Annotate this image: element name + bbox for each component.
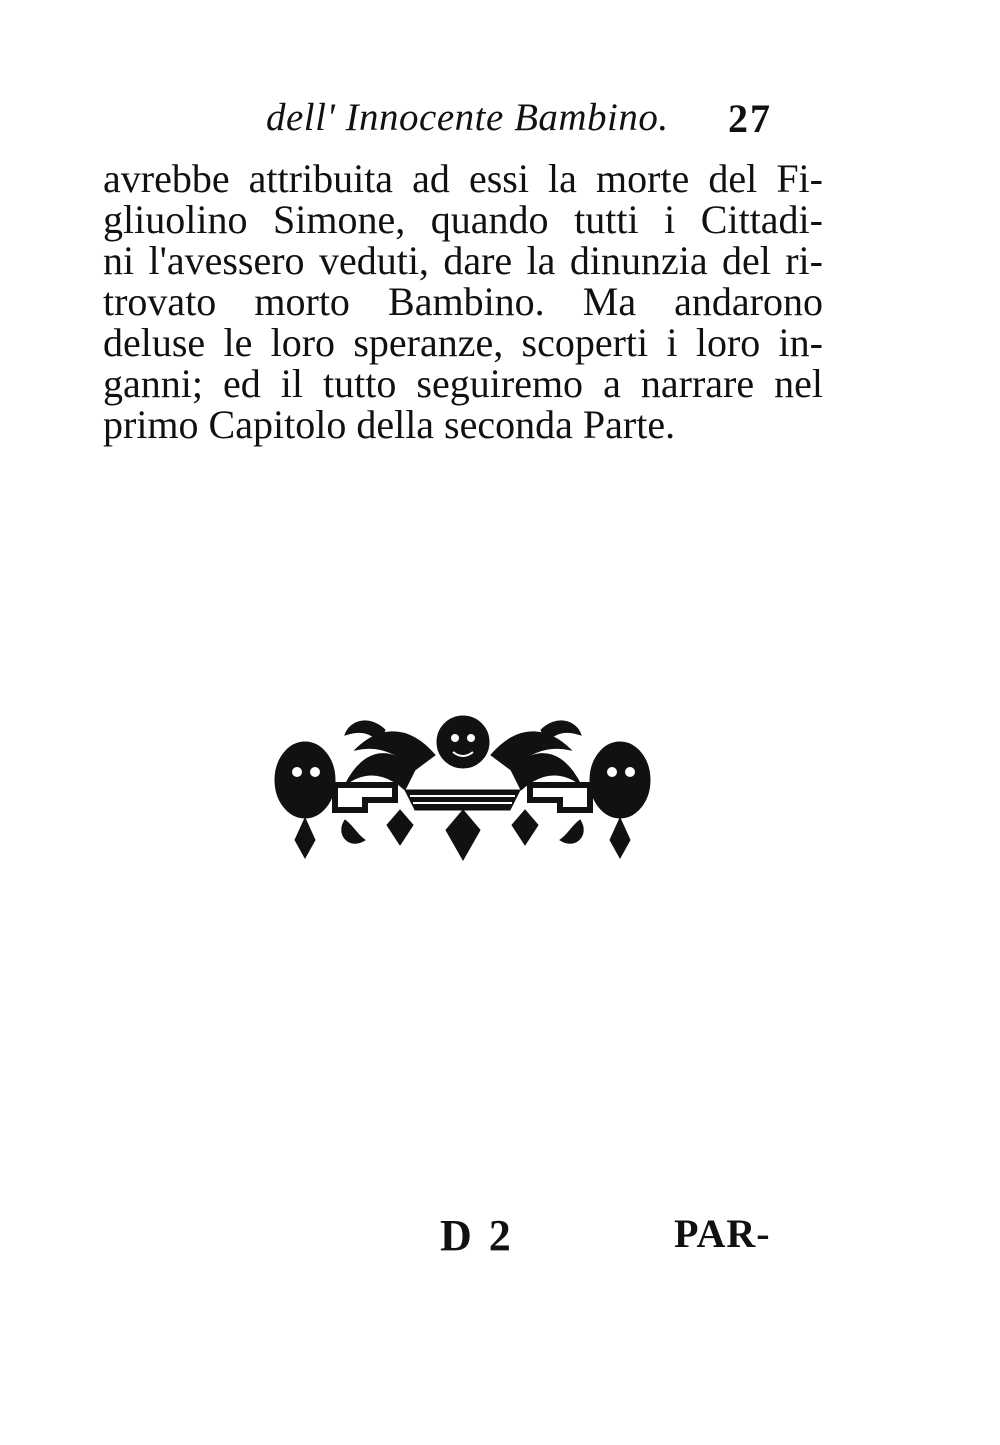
floral-tailpiece-ornament-icon <box>265 700 660 865</box>
text-line: deluse le loro speranze, scoperti i loro in- <box>103 320 823 365</box>
text-line: avrebbe attribuita ad essi la morte del Fi- <box>103 156 823 201</box>
catchword: PAR- <box>674 1211 771 1256</box>
page-header <box>0 95 1000 155</box>
signature-mark: D 2 <box>440 1211 514 1260</box>
text-line: ganni; ed il tutto seguiremo a narrare nel <box>103 361 823 406</box>
page-footer <box>0 1210 1000 1280</box>
text-line: ni l'avessero veduti, dare la dinunzia del ri- <box>103 238 823 283</box>
body-paragraph <box>103 158 823 445</box>
page-number: 27 <box>728 96 772 141</box>
text-line: gliuolino Simone, quando tutti i Cittadi- <box>103 197 823 242</box>
running-title: dell' Innocente Bambino. <box>266 96 669 139</box>
text-line: primo Capitolo della seconda Parte. <box>103 402 676 447</box>
text-line: trovato morto Bambino. Ma andarono <box>103 279 823 324</box>
